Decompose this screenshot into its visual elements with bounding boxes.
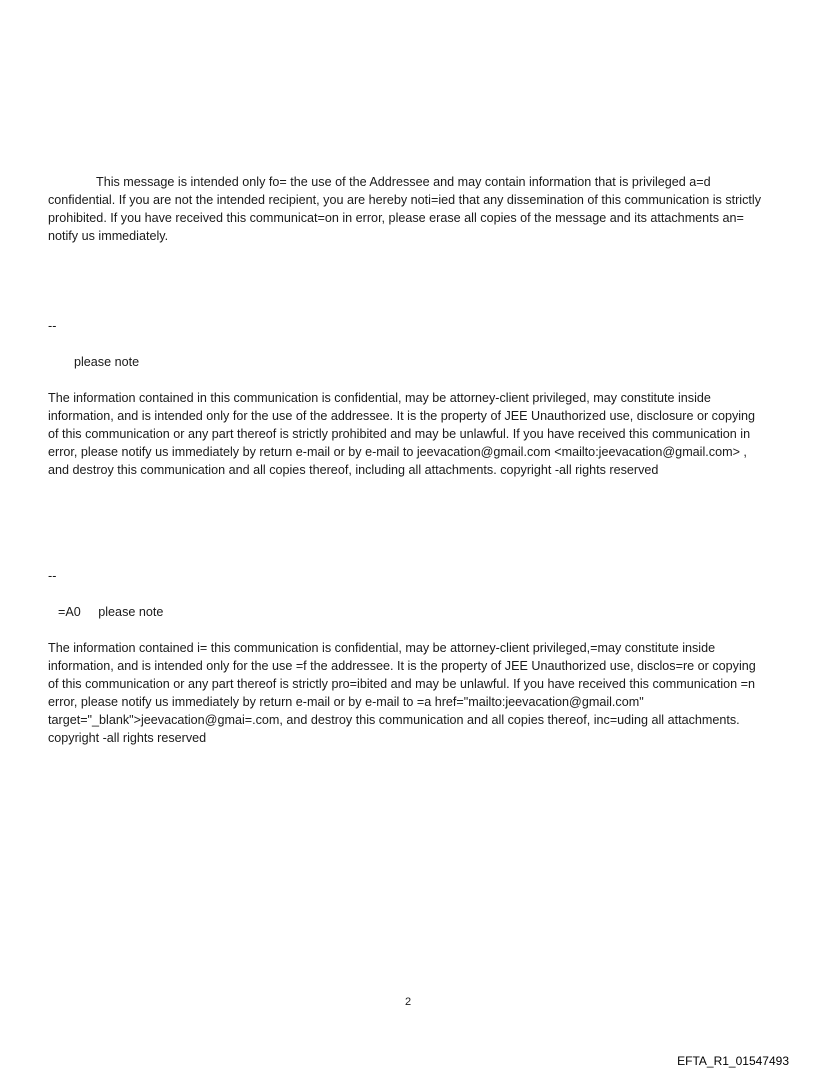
please-note-heading-1: please note: [74, 355, 140, 369]
please-note-heading-2: =A0 please note: [58, 605, 164, 619]
confidentiality-paragraph-3: The information contained i= this communication is confidential, may be attorney-client privileged,=may constitute inside information, and is intended only for the use =f the addressee. It is the property of JEE Unauthorized use, disclos=re or copying of this communication or any part thereof is strictly pro=ibited and may be unlawful. If you have received this communication =n error, please notify us immediately by return e-mail or by e-mail to =a href="mailto:jeevacation@gmail.com" target="_blank">jeevacation@gmai=.com, and destroy this communication and all copies thereof, inc=uding all attachments. copyright -all rights reserved: [48, 641, 756, 745]
bates-number: EFTA_R1_01547493: [677, 1054, 789, 1068]
separator-1: --: [48, 319, 57, 333]
confidentiality-paragraph-1: This message is intended only fo= the use of the Addressee and may contain information that is privileged a=d confidential. If you are not the intended recipient, you are hereby noti=ied that any dissemination of this communication is strictly prohibited. If you have received this communicat=on in error, please erase all copies of the message and its attachments an= notify us immediately.: [48, 175, 761, 243]
page-number: 2: [404, 996, 412, 1008]
confidentiality-paragraph-2: The information contained in this communication is confidential, may be attorney-client privileged, may constitute inside information, and is intended only for the use of the addressee. It is the property of JEE Unauthorized use, disclosure or copying of this communication or any part thereof is strictly prohibited and may be unlawful. If you have received this communication in error, please notify us immediately by return e-mail or by e-mail to jeevacation@gmail.com <mailto:jeevacation@gmail.com> , and destroy this communication and all copies thereof, including all attachments. copyright -all rights reserved: [48, 391, 756, 477]
separator-2: --: [48, 569, 57, 583]
